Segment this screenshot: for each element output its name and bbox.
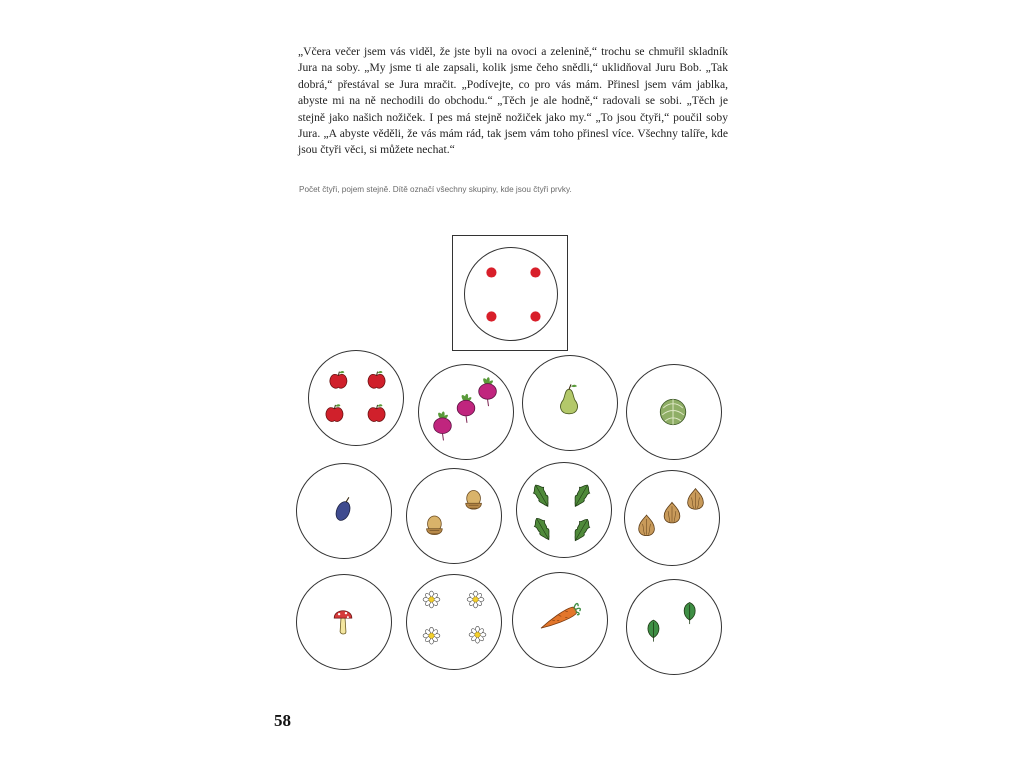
oak-leaf-icon xyxy=(570,482,592,509)
page-number: 58 xyxy=(274,711,291,730)
red-dot xyxy=(530,311,540,321)
leaf-icon xyxy=(684,603,695,625)
radish-icon xyxy=(434,412,452,441)
apple-icon xyxy=(330,371,347,388)
apple-icon xyxy=(368,404,385,421)
oak-leaf-icon xyxy=(531,515,553,542)
daisy-icon xyxy=(469,626,486,643)
radish-icon xyxy=(479,377,497,406)
apple-icon xyxy=(326,404,343,421)
acorn-icon xyxy=(427,516,443,535)
daisy-icon xyxy=(423,591,440,608)
plate-pear[interactable] xyxy=(522,355,618,451)
plate-oak-leaves[interactable] xyxy=(516,462,612,558)
plum-icon xyxy=(333,497,352,522)
plate-daisies[interactable] xyxy=(406,574,502,670)
exercise-instruction: Počet čtyři, pojem stejně. Dítě označí všechny skupiny, kde jsou čtyři prvky. xyxy=(299,185,572,194)
plate-plum[interactable] xyxy=(296,463,392,559)
radish-icon xyxy=(457,394,475,423)
plate-mushroom[interactable] xyxy=(296,574,392,670)
plate-carrot[interactable] xyxy=(512,572,608,668)
onion-icon xyxy=(688,489,704,510)
acorn-icon xyxy=(466,491,482,510)
plate-acorns[interactable] xyxy=(406,468,502,564)
mushroom-icon xyxy=(334,611,352,634)
leaf-icon xyxy=(648,620,659,642)
daisy-icon xyxy=(423,627,440,644)
oak-leaf-icon xyxy=(531,482,553,509)
oak-leaf-icon xyxy=(570,516,592,543)
sample-card xyxy=(452,235,568,351)
onion-icon xyxy=(664,502,680,523)
red-dot xyxy=(486,267,496,277)
daisy-icon xyxy=(467,591,484,608)
sample-plate xyxy=(464,247,558,341)
carrot-icon xyxy=(539,603,583,633)
plate-leaves[interactable] xyxy=(626,579,722,675)
plate-apples[interactable] xyxy=(308,350,404,446)
pear-icon xyxy=(561,384,578,413)
plate-onions[interactable] xyxy=(624,470,720,566)
story-text: „Včera večer jsem vás viděl, že jste byli na ovoci a zelenině,“ trochu se chmuřil skladník Jura na soby. „My jsme ti ale zapsali, kolik jsme čeho snědli,“ uklidňoval Juru Bob. „Tak dobrá,“ přestával se Jura mračit. „Podívejte, co pro vás mám. Přinesl jsem vám jablka, abyste mi na ně nechodili do obchodu.“ „Těch je ale hodně,“ radovali se sobi. „Těch je stejně jako našich nožiček. I pes má stejně nožiček jako my.“ „To jsou čtyři,“ poučil soby Jura. „A abyste věděli, že vás mám rád, tak jsem vám toho přinesl více. Všechny talíře, kde jsou čtyři věci, si můžete nechat.“ xyxy=(298,45,728,157)
red-dot xyxy=(530,267,540,277)
plate-cabbage[interactable] xyxy=(626,364,722,460)
plate-radishes[interactable] xyxy=(418,364,514,460)
cabbage-icon xyxy=(660,399,685,424)
red-dot xyxy=(486,311,496,321)
apple-icon xyxy=(368,371,385,388)
sample-dots xyxy=(465,248,557,340)
onion-icon xyxy=(639,515,655,536)
